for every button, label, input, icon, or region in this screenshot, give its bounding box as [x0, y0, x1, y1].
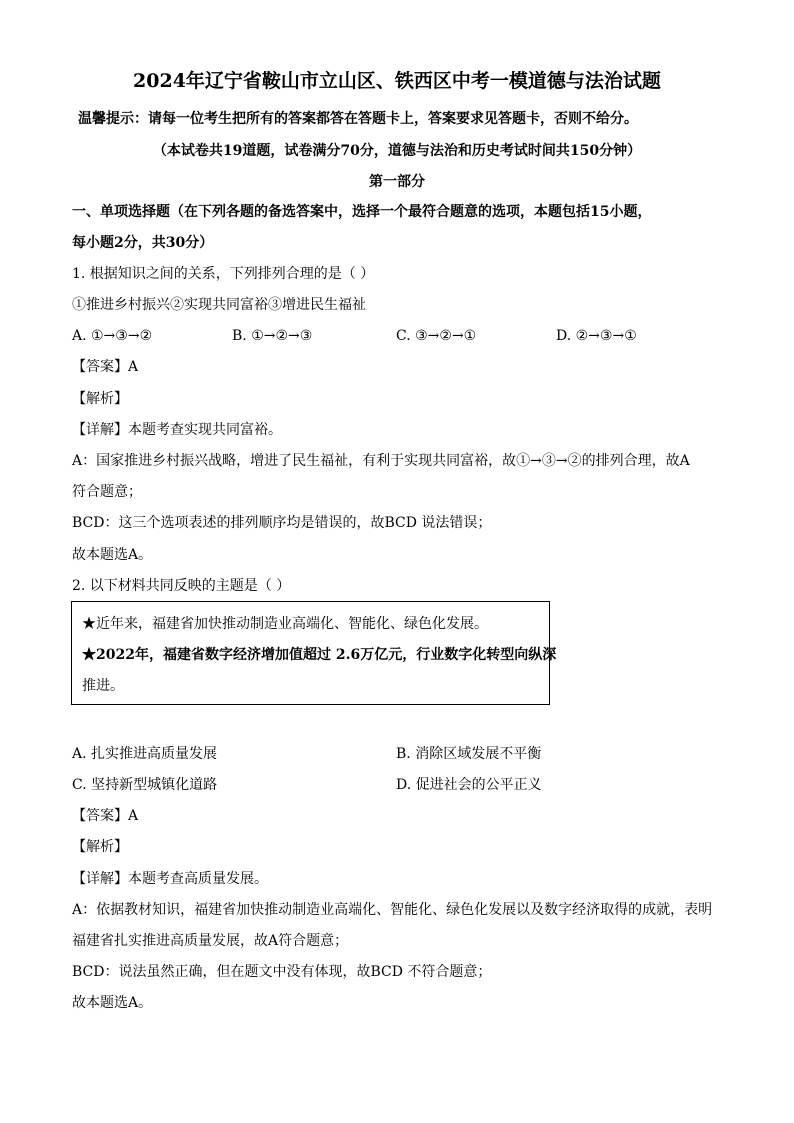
section-heading-line1: 一、单项选择题（在下列各题的备选答案中，选择一个最符合题意的选项，本题包括15小题， [72, 204, 652, 220]
q2-detail: 【详解】本题考查高质量发展。 [72, 871, 268, 887]
q2-material-1: ★近年来，福建省加快推动制造业高端化、智能化、绿色化发展。 [82, 616, 488, 632]
q2-option-a: A. 扎实推进高质量发展 [72, 746, 218, 762]
exam-info: （本试卷共19道题，试卷满分70分，道德与法治和历史考试时间共150分钟） [152, 143, 642, 159]
part-title: 第一部分 [369, 174, 425, 190]
q1-option-b: B. ①→②→③ [232, 328, 313, 344]
q2-conclusion: 故本题选A。 [72, 995, 153, 1011]
q1-explain-a-line1: A：国家推进乡村振兴战略，增进了民生福祉，有利于实现共同富裕，故①→③→②的排列合理，故A [72, 453, 690, 469]
q1-detail: 【详解】本题考查实现共同富裕。 [72, 422, 282, 438]
page-title: 2024年辽宁省鞍山市立山区、铁西区中考一模道德与法治试题 [133, 70, 661, 92]
q2-material-3: 推进。 [82, 678, 124, 694]
q2-explain-a-line2: 福建省扎实推进高质量发展，故A符合题意； [72, 933, 349, 949]
section-heading-line2: 每小题2分，共30分） [72, 235, 214, 251]
q2-stem: 2. 以下材料共同反映的主题是（ ） [72, 578, 291, 594]
warm-tip: 温馨提示：请每一位考生把所有的答案都答在答题卡上，答案要求见答题卡，否则不给分。 [78, 111, 638, 127]
q1-explain-bcd: BCD：这三个选项表述的排列顺序均是错误的，故BCD 说法错误； [72, 515, 492, 531]
q2-material-2: ★2022年，福建省数字经济增加值超过 2.6万亿元，行业数字化转型向纵深 [82, 647, 557, 663]
q1-option-c: C. ③→②→① [396, 328, 477, 344]
q1-conclusion: 故本题选A。 [72, 547, 153, 563]
q2-analysis-label: 【解析】 [72, 839, 128, 855]
q2-option-d: D. 促进社会的公平正义 [396, 777, 542, 793]
q2-explain-bcd: BCD：说法虽然正确，但在题文中没有体现，故BCD 不符合题意； [72, 964, 492, 980]
q1-answer: 【答案】A [72, 359, 139, 375]
q1-items: ①推进乡村振兴②实现共同富裕③增进民生福祉 [72, 297, 366, 313]
q1-stem: 1. 根据知识之间的关系，下列排列合理的是（ ） [72, 266, 375, 282]
q2-option-b: B. 消除区域发展不平衡 [396, 746, 542, 762]
q2-option-c: C. 坚持新型城镇化道路 [72, 777, 218, 793]
q2-answer: 【答案】A [72, 808, 139, 824]
q2-explain-a-line1: A：依据教材知识，福建省加快推动制造业高端化、智能化、绿色化发展以及数字经济取得的成就，表明 [72, 902, 713, 918]
q1-analysis-label: 【解析】 [72, 391, 128, 407]
q1-option-d: D. ②→③→① [556, 328, 637, 344]
q1-explain-a-line2: 符合题意； [72, 484, 142, 500]
q2-material-box [71, 601, 557, 705]
q1-option-a: A. ①→③→② [72, 328, 153, 344]
